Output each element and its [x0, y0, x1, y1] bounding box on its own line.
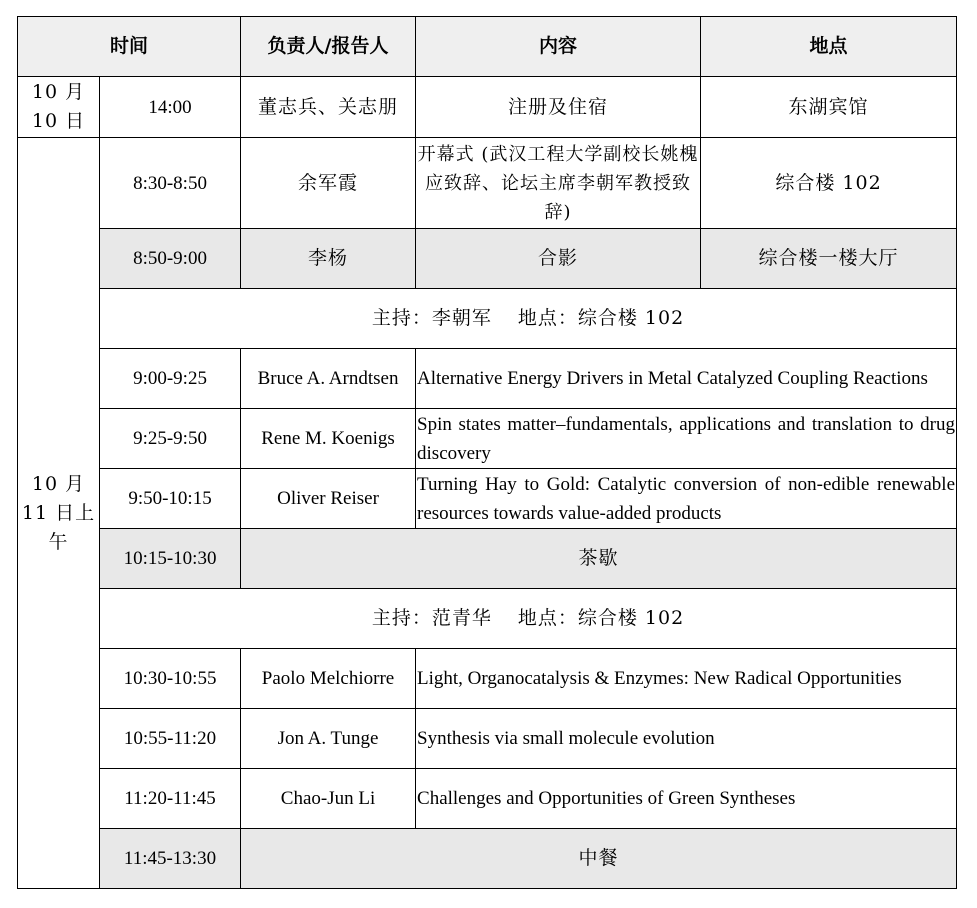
- person-cell: 余军霞: [241, 138, 416, 229]
- place-name: 综合楼 102: [577, 307, 685, 329]
- content-cell: 合影: [416, 229, 701, 289]
- header-time: 时间: [18, 17, 241, 77]
- table-row: [18, 769, 957, 829]
- talk-title-cell: Alternative Energy Drivers in Metal Catalyzed Coupling Reactions: [416, 349, 957, 409]
- place-name: 综合楼 102: [577, 607, 685, 629]
- location-cell: 东湖宾馆: [701, 77, 957, 138]
- content-cell: 注册及住宿: [416, 77, 701, 138]
- header-person: 负责人/报告人: [241, 17, 416, 77]
- time-cell: 11:45-13:30: [100, 829, 241, 889]
- speaker-cell: Oliver Reiser: [241, 469, 416, 529]
- table-row: [18, 649, 957, 709]
- time-cell: 14:00: [100, 77, 241, 138]
- session-chair-cell: [100, 289, 957, 349]
- header-row: [18, 17, 957, 77]
- time-cell: 9:50-10:15: [100, 469, 241, 529]
- person-cell: 董志兵、关志朋: [241, 77, 416, 138]
- time-cell: 9:25-9:50: [100, 409, 241, 469]
- speaker-cell: Bruce A. Arndtsen: [241, 349, 416, 409]
- time-cell: 8:50-9:00: [100, 229, 241, 289]
- time-cell: 10:15-10:30: [100, 529, 241, 589]
- session-chair-row: [18, 289, 957, 349]
- speaker-cell: Rene M. Koenigs: [241, 409, 416, 469]
- chair-label: 主持：: [371, 607, 432, 629]
- table-row: [18, 409, 957, 469]
- speaker-cell: Chao-Jun Li: [241, 769, 416, 829]
- content-cell: 开幕式 (武汉工程大学副校长姚槐应致辞、论坛主席李朝军教授致辞): [416, 138, 701, 229]
- time-cell: 9:00-9:25: [100, 349, 241, 409]
- date-cell: 10 月 10 日: [18, 77, 100, 138]
- lunch-row: [18, 829, 957, 889]
- time-cell: 11:20-11:45: [100, 769, 241, 829]
- table-row: [18, 138, 957, 229]
- talk-title-cell: Turning Hay to Gold: Catalytic conversion of non-edible renewable resources towards value-added products: [416, 469, 957, 529]
- time-cell: 10:55-11:20: [100, 709, 241, 769]
- talk-title-cell: Challenges and Opportunities of Green Syntheses: [416, 769, 957, 829]
- header-content: 内容: [416, 17, 701, 77]
- chair-name: 李朝军: [431, 307, 492, 329]
- talk-title-cell: Spin states matter–fundamentals, applications and translation to drug discovery: [416, 409, 957, 469]
- speaker-cell: Jon A. Tunge: [241, 709, 416, 769]
- talk-title-cell: Synthesis via small molecule evolution: [416, 709, 957, 769]
- place-label: 地点：: [517, 607, 578, 629]
- header-location: 地点: [701, 17, 957, 77]
- date-cell: 10 月 11 日上午: [18, 138, 100, 889]
- break-cell: 茶歇: [241, 529, 957, 589]
- schedule-table: [17, 16, 957, 889]
- location-cell: 综合楼 102: [701, 138, 957, 229]
- lunch-cell: 中餐: [241, 829, 957, 889]
- table-row: [18, 349, 957, 409]
- table-row: [18, 229, 957, 289]
- talk-title-cell: Light, Organocatalysis & Enzymes: New Radical Opportunities: [416, 649, 957, 709]
- location-cell: 综合楼一楼大厅: [701, 229, 957, 289]
- break-row: [18, 529, 957, 589]
- speaker-cell: Paolo Melchiorre: [241, 649, 416, 709]
- place-label: 地点：: [517, 307, 578, 329]
- table-row: [18, 709, 957, 769]
- chair-name: 范青华: [431, 607, 492, 629]
- chair-label: 主持：: [371, 307, 432, 329]
- table-row: [18, 469, 957, 529]
- session-chair-cell: [100, 589, 957, 649]
- table-row: [18, 77, 957, 138]
- time-cell: 8:30-8:50: [100, 138, 241, 229]
- person-cell: 李杨: [241, 229, 416, 289]
- time-cell: 10:30-10:55: [100, 649, 241, 709]
- session-chair-row: [18, 589, 957, 649]
